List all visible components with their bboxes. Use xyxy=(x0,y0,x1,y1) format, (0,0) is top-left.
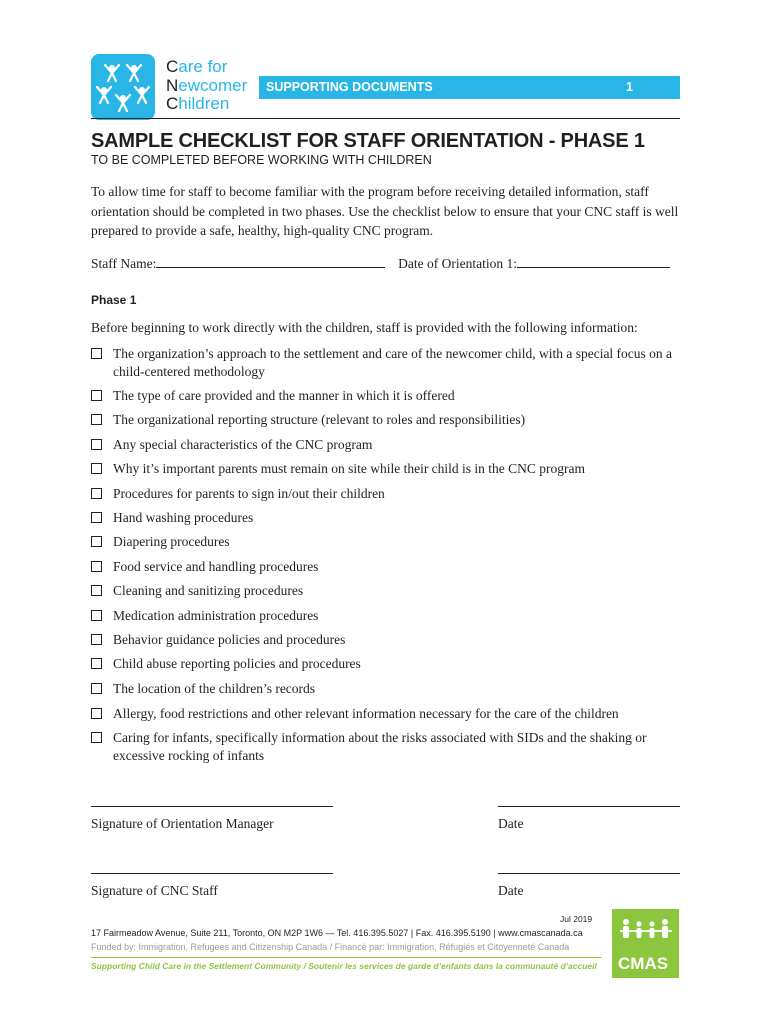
checklist-item: Diapering procedures xyxy=(91,533,691,551)
header-divider xyxy=(91,118,680,119)
checkbox[interactable] xyxy=(91,561,102,572)
date-label-1: Date xyxy=(498,816,524,831)
checkbox[interactable] xyxy=(91,610,102,621)
checklist-item: Allergy, food restrictions and other relevant information necessary for the care of the children xyxy=(91,705,691,723)
checkbox[interactable] xyxy=(91,683,102,694)
intro-paragraph: To allow time for staff to become familiar with the program before receiving detailed information, staff orientation should be completed in two phases. Use the checklist below to ensure that your CNC staff is well prepared to provide a safe, healthy, high-quality CNC program. xyxy=(91,184,679,238)
banner-label: SUPPORTING DOCUMENTS xyxy=(266,80,433,94)
footer-date: Jul 2019 xyxy=(560,914,593,924)
checkbox[interactable] xyxy=(91,512,102,523)
staff-signature-label: Signature of CNC Staff xyxy=(91,883,218,898)
checkbox[interactable] xyxy=(91,348,102,359)
checklist-item: Why it’s important parents must remain on site while their child is in the CNC program xyxy=(91,460,691,478)
manager-signature-line[interactable] xyxy=(91,806,333,807)
checklist-item: Child abuse reporting policies and procedures xyxy=(91,655,691,673)
cnc-logo-wordmark: Care for Newcomer Children xyxy=(166,57,248,113)
checklist-item: Food service and handling procedures xyxy=(91,558,691,576)
header-banner xyxy=(259,76,680,99)
checkbox[interactable] xyxy=(91,732,102,743)
checkbox[interactable] xyxy=(91,536,102,547)
checklist-item: The location of the children’s records xyxy=(91,680,691,698)
checkbox[interactable] xyxy=(91,708,102,719)
checklist-item: Behavior guidance policies and procedures xyxy=(91,631,691,649)
checkbox[interactable] xyxy=(91,463,102,474)
date-line-1[interactable] xyxy=(498,806,680,807)
checklist-item: The type of care provided and the manner in which it is offered xyxy=(91,387,691,405)
orientation-date-field[interactable] xyxy=(517,255,670,268)
cmas-logo xyxy=(612,909,679,978)
staff-name-label: Staff Name: xyxy=(91,256,157,271)
checklist-item: Any special characteristics of the CNC program xyxy=(91,436,691,454)
checkbox[interactable] xyxy=(91,390,102,401)
checklist-item: Procedures for parents to sign in/out their children xyxy=(91,485,691,503)
cmas-logo-text: CMAS xyxy=(618,954,669,973)
manager-signature-label: Signature of Orientation Manager xyxy=(91,816,274,831)
cmas-figures-icon xyxy=(612,909,679,953)
checklist-item: Cleaning and sanitizing procedures xyxy=(91,582,691,600)
orientation-fields xyxy=(91,255,670,272)
footer-tagline: Supporting Child Care in the Settlement Community / Soutenir les services de garde d’enfants dans la communauté d’accueil xyxy=(91,961,597,971)
page-subtitle: TO BE COMPLETED BEFORE WORKING WITH CHILDREN xyxy=(91,153,432,167)
footer-funding: Funded by: Immigration, Refugees and Citizenship Canada / Financé par: Immigration, Réfugiés et Citoyenneté Canada xyxy=(91,942,570,952)
checklist-item: The organizational reporting structure (relevant to roles and responsibilities) xyxy=(91,411,691,429)
checklist-item: Hand washing procedures xyxy=(91,509,691,527)
checklist-item: The organization’s approach to the settlement and care of the newcomer child, with a special focus on a child-centered methodology xyxy=(91,345,691,381)
staff-signature-line[interactable] xyxy=(91,873,333,874)
checkbox[interactable] xyxy=(91,488,102,499)
footer-address: 17 Fairmeadow Avenue, Suite 211, Toronto, ON M2P 1W6 — Tel. 416.395.5027 | Fax. 416.395.5190 | www.cmascanada.ca xyxy=(91,928,583,938)
cnc-logo-icon xyxy=(91,54,155,120)
checkbox[interactable] xyxy=(91,658,102,669)
page-number: 1 xyxy=(626,80,633,94)
checklist-item: Medication administration procedures xyxy=(91,607,691,625)
staff-name-field[interactable] xyxy=(156,255,385,268)
page-title: SAMPLE CHECKLIST FOR STAFF ORIENTATION - PHASE 1 xyxy=(91,130,645,152)
date-label-2: Date xyxy=(498,883,524,898)
date-line-2[interactable] xyxy=(498,873,680,874)
checkbox[interactable] xyxy=(91,439,102,450)
phase-heading: Phase 1 xyxy=(91,293,137,307)
checklist-intro: Before beginning to work directly with the children, staff is provided with the following information: xyxy=(91,320,638,335)
checklist-item: Caring for infants, specifically information about the risks associated with SIDs and the shaking or excessive rocking of infants xyxy=(91,729,691,765)
checkbox[interactable] xyxy=(91,585,102,596)
checkbox[interactable] xyxy=(91,414,102,425)
footer-divider xyxy=(91,957,602,958)
checkbox[interactable] xyxy=(91,634,102,645)
orientation-date-label: Date of Orientation 1: xyxy=(398,256,517,271)
